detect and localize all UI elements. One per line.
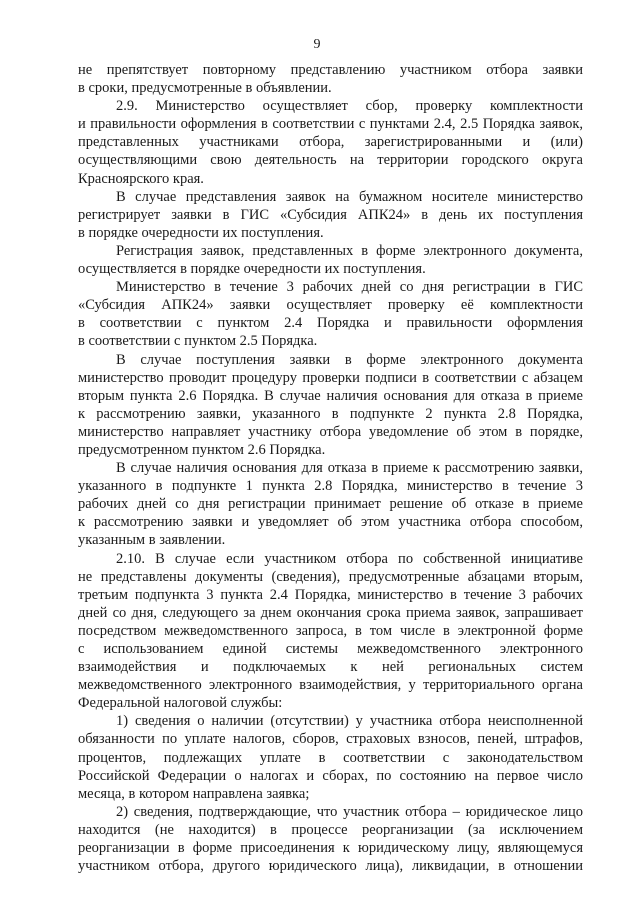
text-line: В случае представления заявок на бумажном носителе министерство — [116, 188, 583, 205]
text-line: Министерство в течение 3 рабочих дней со дня регистрации в ГИС — [116, 279, 583, 296]
text-line: Российской Федерации о налогах и сборах, по состоянию на первое число — [78, 767, 583, 784]
document-body — [78, 61, 583, 875]
text-line: к рассмотрению заявки и уведомляет об этом участника отбора способом, — [78, 514, 583, 531]
text-line: указанного в подпункте 1 пункта 2.8 Порядка, министерство в течение 3 — [78, 478, 583, 495]
text-line: «Субсидия АПК24» заявки осуществляет проверку её комплектности — [78, 297, 583, 314]
text-line: осуществляется в порядке очередности их поступления. — [78, 261, 426, 278]
text-line: Федеральной налоговой службы: — [78, 695, 283, 712]
text-line: указанным в заявлении. — [78, 532, 226, 549]
text-line: 2) сведения, подтверждающие, что участник отбора – юридическое лицо — [116, 803, 583, 820]
text-line: вторым пункта 2.6 Порядка. В случае наличия основания для отказа в приеме — [78, 387, 583, 404]
text-line: дней со дня, следующего за днем окончания срока приема заявок, запрашивает — [78, 604, 583, 621]
text-line: находится (не находится) в процессе реорганизации (за исключением — [78, 821, 583, 838]
page-number: 9 — [313, 37, 321, 52]
text-line: в порядке очередности их поступления. — [78, 224, 324, 241]
text-line: процентов, подлежащих уплате в соответствии с законодательством — [78, 749, 583, 766]
text-line: регистрирует заявки в ГИС «Субсидия АПК24» в день их поступления — [78, 206, 583, 223]
text-line: В случае наличия основания для отказа в приеме к рассмотрению заявки, — [116, 460, 583, 477]
text-line: В случае поступления заявки в форме электронного документа — [116, 351, 583, 368]
text-line: министерство направляет участнику отбора уведомление об этом в порядке, — [78, 423, 583, 440]
text-line: взаимодействия и подключаемых к ней региональных систем — [78, 659, 583, 676]
text-line: и правильности оформления в соответствии с пунктами 2.4, 2.5 Порядка заявок, — [78, 116, 583, 133]
text-line: не препятствует повторному представлению участником отбора заявки — [78, 62, 583, 78]
text-line: посредством межведомственного запроса, в том числе в электронной форме — [78, 622, 583, 639]
text-line: в соответствии с пунктом 2.5 Порядка. — [78, 333, 318, 350]
text-line: в сроки, предусмотренные в объявлении. — [78, 80, 332, 97]
text-line: не представлены документы (сведения), предусмотренные абзацами вторым, — [78, 568, 583, 585]
text-line: Красноярского края. — [78, 170, 204, 187]
text-line: 2.10. В случае если участником отбора по собственной инициативе — [116, 550, 583, 567]
text-line: месяца, в котором направлена заявка; — [78, 785, 310, 802]
text-line: в соответствии с пунктом 2.4 Порядка и правильности оформления — [78, 315, 583, 332]
text-line: предусмотренном пунктом 2.6 Порядка. — [78, 441, 326, 458]
text-line: участником отбора, другого юридического лица), ликвидации, в отношении — [78, 858, 583, 875]
text-line: рабочих дней со дня регистрации принимает решение об отказе в приеме — [78, 496, 583, 513]
text-line: с использованием единой системы межведомственного электронного — [78, 641, 583, 657]
text-line: Регистрация заявок, представленных в форме электронного документа, — [116, 242, 583, 259]
text-line: обязанности по уплате налогов, сборов, страховых взносов, пеней, штрафов, — [78, 731, 583, 748]
text-line: третьим подпункта 3 пункта 2.4 Порядка, министерство в течение 3 рабочих — [78, 586, 583, 603]
text-line: межведомственного электронного взаимодействия, у территориального органа — [78, 677, 583, 694]
text-line: осуществляющими свою деятельность на территории городского округа — [78, 152, 583, 169]
text-line: представленных участниками отбора, зарегистрированными и (или) — [78, 134, 583, 151]
text-line: министерство проводит процедуру проверки подписи в соответствии с абзацем — [78, 369, 583, 386]
text-line: 1) сведения о наличии (отсутствии) у участника отбора неисполненной — [116, 713, 583, 730]
text-line: 2.9. Министерство осуществляет сбор, проверку комплектности — [116, 98, 583, 115]
text-line: к рассмотрению заявки, указанного в подпункте 2 пункта 2.8 Порядка, — [78, 405, 583, 422]
text-line: реорганизации в форме присоединения к юридическому лицу, являющемуся — [78, 840, 583, 857]
